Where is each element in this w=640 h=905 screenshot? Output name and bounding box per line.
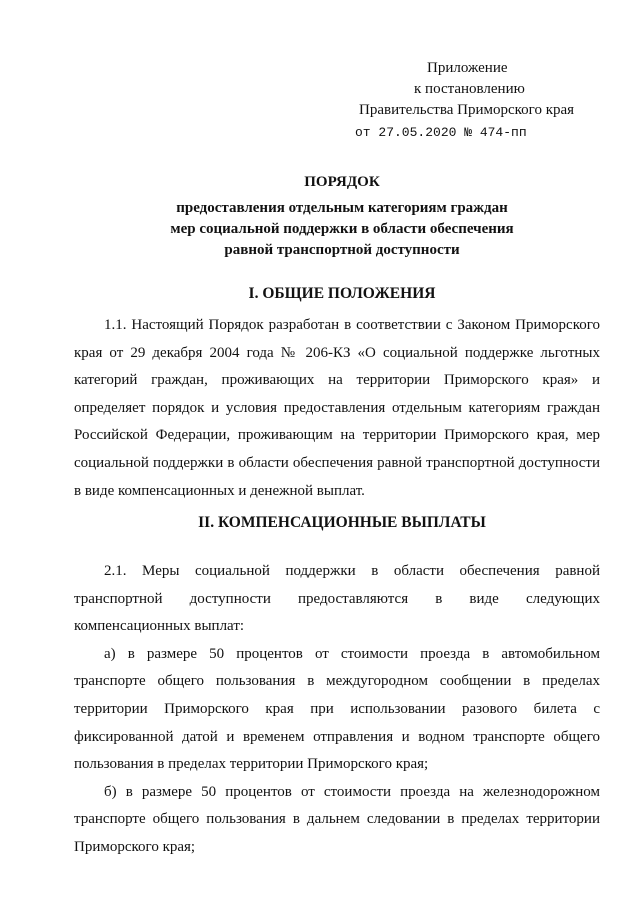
section-heading-general: I. ОБЩИЕ ПОЛОЖЕНИЯ — [248, 285, 436, 302]
subtitle-line: мер социальной поддержки в области обеспечения — [170, 221, 514, 237]
paragraph-2-1-a: а) в размере 50 процентов от стоимости проезда в автомобильном транспорте общего пользования в междугородном сообщении в пределах территории Приморского края при использовании разового билета с фиксированной датой и временем отправления и водном транспорте общего пользования в пределах территории Приморского края; — [74, 645, 600, 773]
document-subtitle — [22, 198, 640, 261]
paragraph-2-1-b: б) в размере 50 процентов от стоимости проезда на железнодорожном транспорте общего пользования в дальнем следовании в пределах территории Приморского края; — [74, 783, 600, 855]
approval-line-government: Правительства Приморского края — [359, 102, 575, 118]
subtitle-line: предоставления отдельным категориям граждан — [176, 200, 508, 216]
document-title: ПОРЯДОК — [304, 174, 380, 190]
section-heading-compensation: II. КОМПЕНСАЦИОННЫЕ ВЫПЛАТЫ — [198, 514, 486, 531]
approval-line-resolution: к постановлению — [414, 81, 525, 97]
section-compensation-body — [74, 558, 600, 862]
approval-block — [330, 58, 610, 143]
approval-line-appendix: Приложение — [427, 60, 508, 76]
section-general-body — [74, 312, 600, 505]
paragraph-2-1: 2.1. Меры социальной поддержки в области обеспечения равной транспортной доступности предоставляются в виде следующих компенсационных выплат: — [74, 563, 600, 635]
subtitle-line: равной транспортной доступности — [224, 242, 460, 258]
paragraph-1-1: 1.1. Настоящий Порядок разработан в соответствии с Законом Приморского края от 29 декабря 2004 года № 206-КЗ «О социальной поддержке льготных категорий граждан, проживающих на территории Приморского края» и определяет порядок и условия предоставления отдельным категориям граждан Российской Федерации, проживающим на территории Приморского края, мер социальной поддержки в области обеспечения равной транспортной доступности в виде компенсационных и денежной выплат. — [74, 317, 600, 499]
approval-line-date-number: от 27.05.2020 № 474-пп — [355, 125, 527, 140]
